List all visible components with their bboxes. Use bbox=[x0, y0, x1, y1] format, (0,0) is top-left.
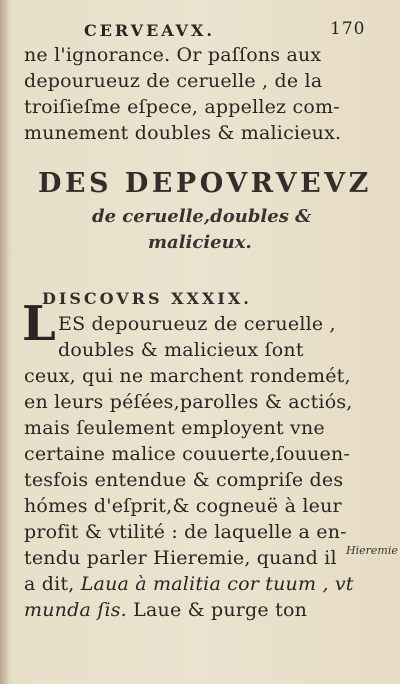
last-line-text: Laue & purge ton bbox=[126, 599, 308, 621]
dit-prefix: a dit, bbox=[24, 573, 81, 595]
text-line-4: munement doubles & malicieux. bbox=[24, 122, 342, 144]
discours-heading: DISCOVRS XXXIX. bbox=[42, 289, 252, 308]
section-subtitle-1: de ceruelle,doubles & bbox=[92, 206, 312, 227]
text-line-2: depourueuz de ceruelle , de la bbox=[24, 70, 323, 92]
running-head: CERVEAVX. bbox=[84, 21, 215, 40]
drop-cap: L bbox=[22, 296, 56, 352]
body-line-last bbox=[24, 599, 307, 621]
section-title: DES DEPOVRVEVZ bbox=[38, 168, 372, 199]
body-line: ceux, qui ne marchent rondemét, bbox=[24, 365, 351, 387]
page-number: 170 bbox=[330, 19, 366, 39]
body-line: profit & vtilité : de laquelle a en- bbox=[24, 521, 347, 543]
latin-quote-1: Laua à malitia cor tuum , vt bbox=[80, 573, 354, 595]
body-line: mais ſeulement employent vne bbox=[24, 417, 325, 439]
body-line: en leurs péſées,parolles & actiós, bbox=[24, 391, 353, 413]
body-line: certaine malice couuerte,ſouuen- bbox=[24, 443, 350, 465]
latin-quote-2: munda ſis. bbox=[24, 599, 127, 621]
section-subtitle-2: malicieux. bbox=[148, 232, 252, 253]
body-line: hómes d'eſprit,& cogneuë à leur bbox=[24, 495, 342, 517]
body-line-first: ES depourueuz de ceruelle , bbox=[58, 313, 336, 335]
text-line-3: troiſieſme eſpece, appellez com- bbox=[24, 96, 340, 118]
body-line: tesfois entendue & compriſe des bbox=[24, 469, 344, 491]
margin-note: Hieremie bbox=[346, 544, 398, 557]
text-line-1: ne l'ignorance. Or paſſons aux bbox=[24, 44, 322, 66]
spine-shadow bbox=[0, 0, 10, 684]
body-line: tendu parler Hieremie, quand il bbox=[24, 547, 337, 569]
body-line-second: doubles & malicieux ſont bbox=[58, 339, 304, 361]
body-line-dit bbox=[24, 573, 354, 595]
